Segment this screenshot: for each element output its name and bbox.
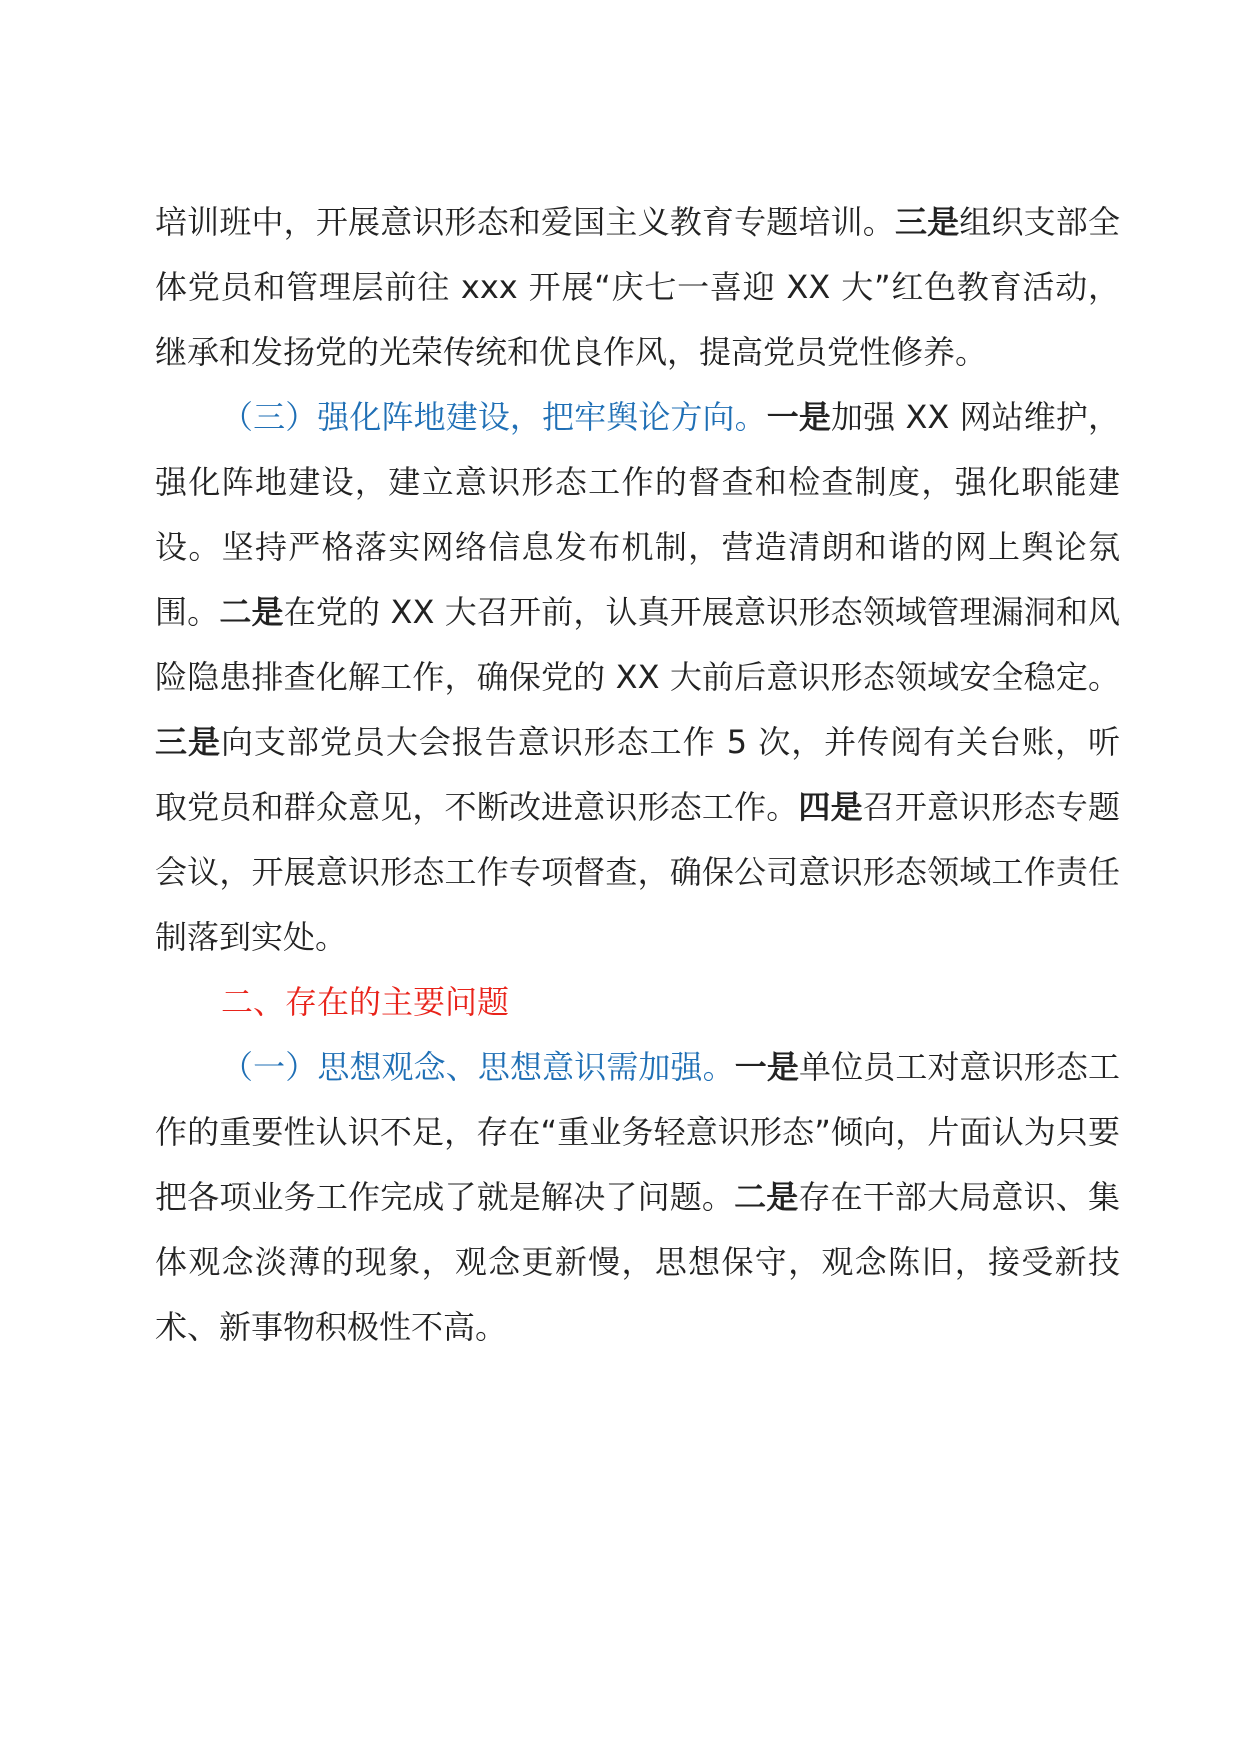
paragraph-position-building <box>155 385 1120 970</box>
lead-marker-third: 三是 <box>155 723 221 761</box>
text-run: 向支部党员大会报告意识形态工作 5 次，并传阅有关台账，听取党员和群众意见，不断改进意识形态工作。 <box>155 723 1120 826</box>
lead-marker-second: 二是 <box>734 1178 799 1216</box>
lead-marker-first: 一是 <box>734 1048 799 1086</box>
text-run: 培训班中，开展意识形态和爱国主义教育专题培训。 <box>155 203 895 241</box>
text-run: 组织支部全体党员和管理层前往 xxx 开展“庆七一喜迎 XX 大”红色教育活动，继承和发扬党的光荣传统和优良作风，提高党员党性修养。 <box>155 203 1120 371</box>
paragraph-training-activities <box>155 190 1120 385</box>
chapter-heading-problems <box>155 970 1120 1035</box>
lead-marker-second: 二是 <box>219 593 284 631</box>
text-run: 存在干部大局意识、集体观念淡薄的现象，观念更新慢，思想保守，观念陈旧，接受新技术、新事物积极性不高。 <box>155 1178 1120 1346</box>
section-heading-1: （一）思想观念、思想意识需加强。 <box>221 1048 735 1086</box>
text-run: 在党的 XX 大召开前，认真开展意识形态领域管理漏洞和风险隐患排查化解工作，确保党的 XX 大前后意识形态领域安全稳定。 <box>155 593 1120 696</box>
paragraph-ideological-awareness <box>155 1035 1120 1360</box>
text-run: 召开意识形态专题会议，开展意识形态工作专项督查，确保公司意识形态领域工作责任制落到实处。 <box>155 788 1120 956</box>
document-page <box>155 190 1120 1360</box>
text-run: 单位员工对意识形态工作的重要性认识不足，存在“重业务轻意识形态”倾向，片面认为只要把各项业务工作完成了就是解决了问题。 <box>155 1048 1120 1216</box>
lead-marker-fourth: 四是 <box>798 788 863 826</box>
lead-marker-third: 三是 <box>894 203 960 241</box>
text-run: 加强 XX 网站维护，强化阵地建设，建立意识形态工作的督查和检查制度，强化职能建设。坚持严格落实网络信息发布机制，营造清朗和谐的网上舆论氛围。 <box>155 398 1120 631</box>
lead-marker-first: 一是 <box>766 398 831 436</box>
section-heading-3: （三）强化阵地建设，把牢舆论方向。 <box>221 398 767 436</box>
chapter-heading-text: 二、存在的主要问题 <box>221 983 510 1021</box>
